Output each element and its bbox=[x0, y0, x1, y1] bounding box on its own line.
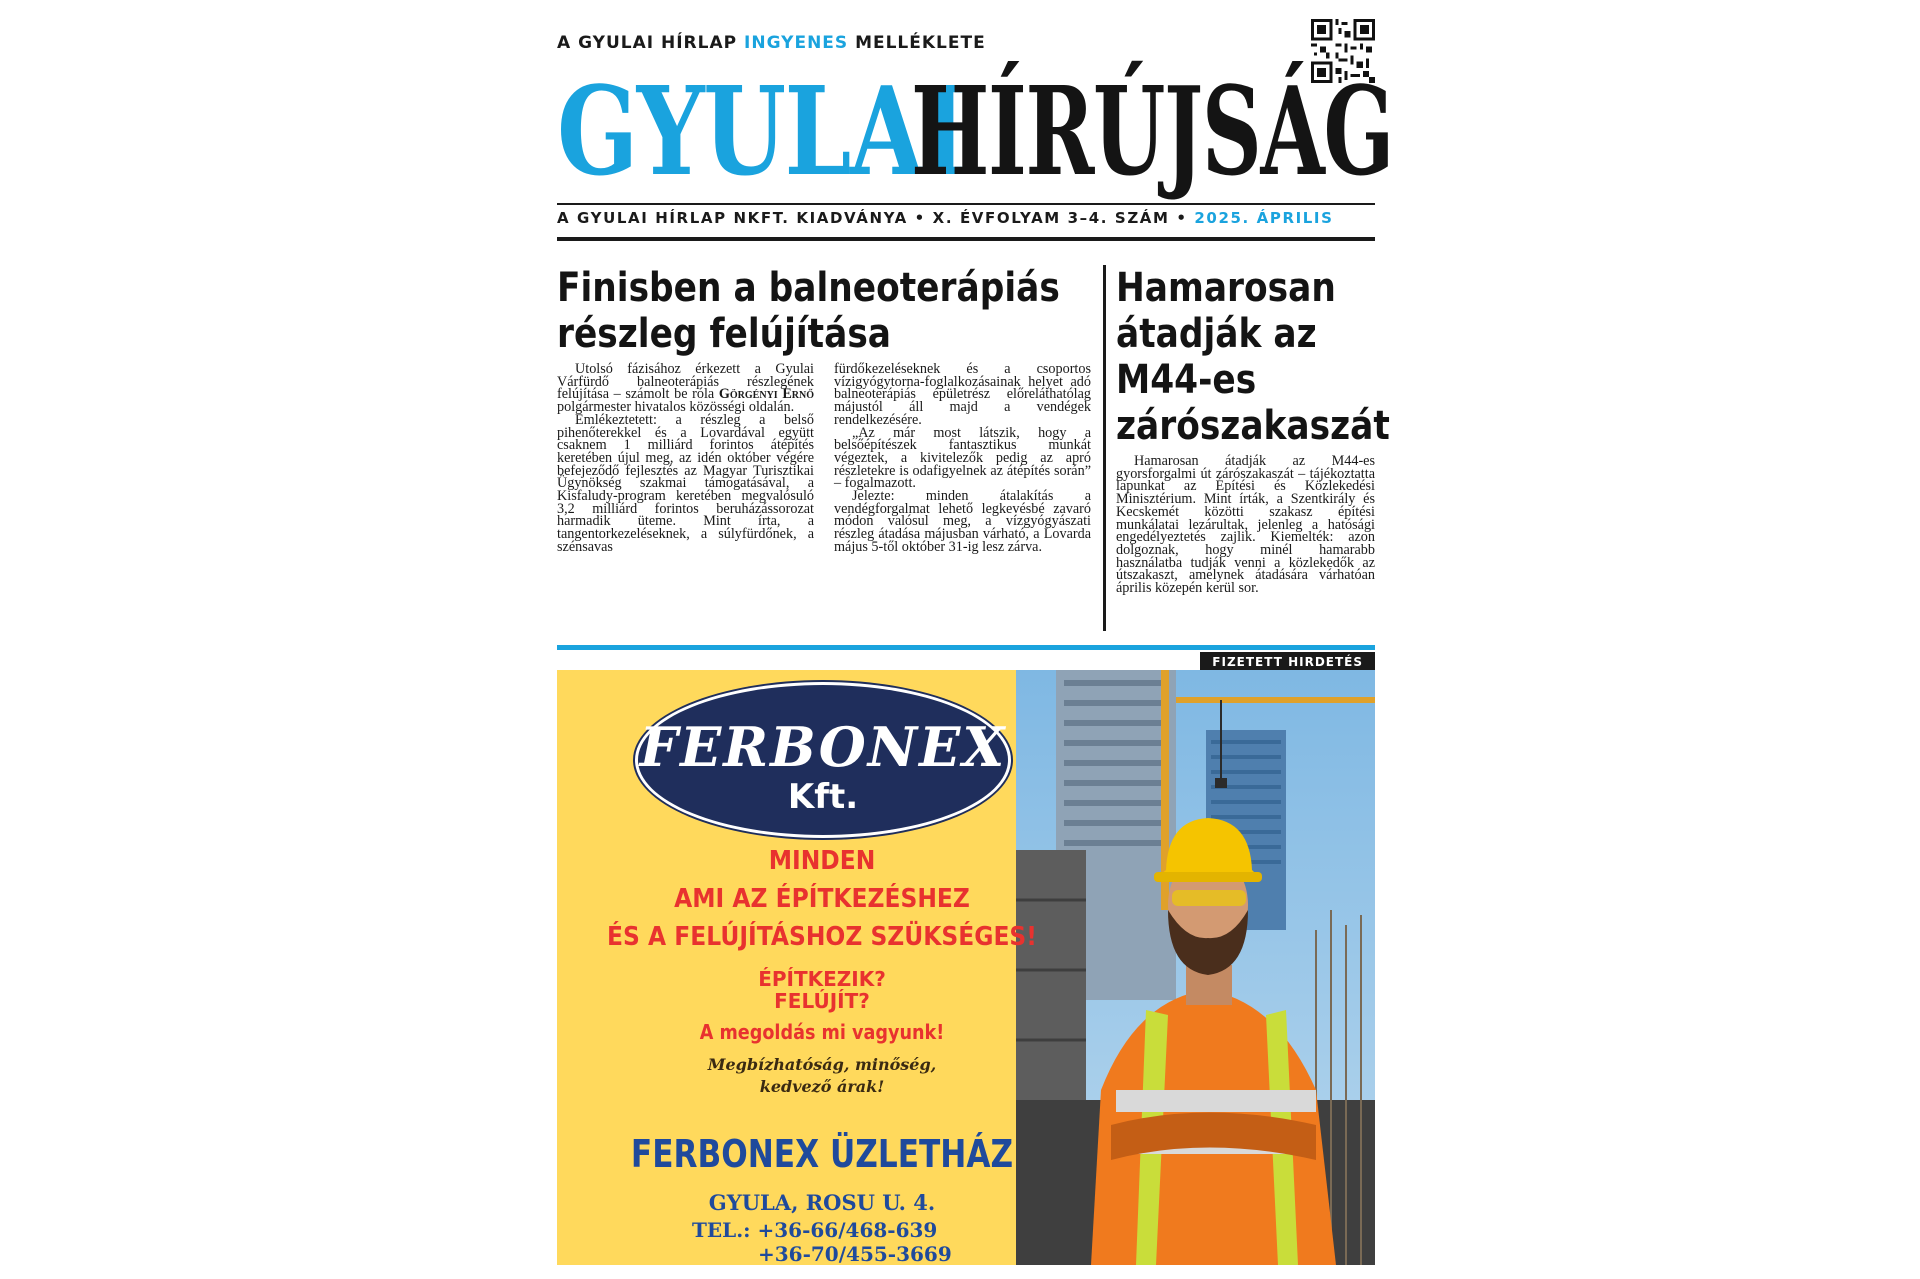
main-article-body bbox=[557, 363, 1092, 554]
ad-questions bbox=[557, 968, 1087, 1012]
masthead-logo bbox=[557, 59, 1393, 215]
question-line: FELÚJÍT? bbox=[774, 989, 870, 1013]
headline-line: zárószakaszát bbox=[1116, 403, 1390, 449]
masthead-rule-bottom bbox=[557, 237, 1375, 241]
ad-solution: A megoldás mi vagyunk! bbox=[699, 1020, 945, 1044]
main-article bbox=[557, 265, 1092, 555]
mayor-name: Görgényi Ernő bbox=[718, 386, 814, 403]
headline-line: Hamarosan bbox=[1116, 265, 1336, 311]
paragraph bbox=[557, 363, 814, 414]
masthead-rule-top bbox=[557, 203, 1375, 205]
issue-info-line bbox=[557, 209, 1375, 227]
side-article-body bbox=[1116, 455, 1375, 595]
ad-slogan bbox=[584, 842, 1061, 956]
supplement-kicker bbox=[557, 33, 986, 53]
store-phones bbox=[692, 1218, 952, 1265]
headline-line: M44-es bbox=[1116, 357, 1257, 403]
newspaper-page bbox=[557, 15, 1393, 1265]
ferbonex-advertisement[interactable] bbox=[557, 670, 1375, 1265]
article-column-1 bbox=[557, 363, 814, 554]
kicker-pre: A GYULAI HÍRLAP bbox=[557, 33, 745, 53]
paragraph: Hamarosan átadják az M44-es gyorsforgalmi út zárószakaszát – tájékoztatta lapunkat az Építési és Közlekedési Minisztérium. Mint írták, a Szentkirály és Kecskemét közötti szakasz építési munkálatai lezárultak, jelenleg a hatósági engedélyeztetés zajlik. Kiemelték: azon dolgoznak, hogy minél hamarabb használatba tudják venni a közlekedők az útszakaszt, amelynek átadására várhatóan április közepén kerül sor. bbox=[1116, 453, 1375, 597]
paid-ad-label: FIZETETT HIRDETÉS bbox=[1200, 652, 1375, 672]
ad-tagline bbox=[557, 1054, 1087, 1098]
kicker-post: MELLÉKLETE bbox=[848, 33, 986, 53]
article-column-2 bbox=[834, 363, 1091, 554]
headline-line: Finisben a balneoterápiás bbox=[557, 265, 1060, 311]
paragraph-text: Utolsó fázisához érkezett a Gyulai Várfürdő balneoterápiás részlegének felújítása – számolt be róla bbox=[557, 361, 814, 403]
kicker-accent: INGYENES bbox=[744, 33, 849, 53]
question-line: ÉPÍTKEZIK? bbox=[758, 967, 886, 991]
paragraph: „Az már most látszik, hogy a belsőépítészek fantasztikus munkát végeztek, a kivitelezők pedig az apró részletekre is odafigyelnek az átépítés során” – fogalmazott. bbox=[834, 424, 1091, 492]
paragraph: fürdőkezeléseknek és a csoportos vízigyógytorna-foglalkozásainak helyet adó balneoterápiás épületrész előreláthatólag májustól áll majd a vendégek rendelkezésére. bbox=[834, 361, 1091, 428]
ferbonex-logo bbox=[635, 682, 1011, 838]
tagline-line: Megbízhatóság, minőség, bbox=[707, 1055, 937, 1074]
tagline-line: kedvező árak! bbox=[759, 1077, 885, 1096]
issue-info: A GYULAI HÍRLAP NKFT. KIADVÁNYA • X. ÉVFOLYAM 3–4. SZÁM • bbox=[557, 209, 1195, 227]
side-article-headline[interactable] bbox=[1116, 265, 1390, 449]
slogan-line: AMI AZ ÉPÍTKEZÉSHEZ bbox=[674, 884, 970, 914]
masthead-gyulai: GYULAI bbox=[557, 59, 966, 203]
store-address: GYULA, ROSU U. 4. bbox=[708, 1190, 936, 1215]
phone-number[interactable]: +36-70/455-3669 bbox=[758, 1242, 952, 1265]
headline-line: átadják az bbox=[1116, 311, 1317, 357]
masthead-hirujsag: HÍRÚJSÁG bbox=[911, 59, 1393, 203]
paragraph-text: polgármester hivatalos közösségi oldalán. bbox=[557, 399, 795, 416]
logo-wordmark: FERBONEX bbox=[639, 715, 1007, 779]
slogan-line: MINDEN bbox=[768, 846, 876, 876]
column-divider bbox=[1103, 265, 1106, 631]
section-divider bbox=[557, 645, 1375, 650]
store-name: FERBONEX ÜZLETHÁZ bbox=[630, 1132, 1014, 1176]
issue-date: 2025. ÁPRILIS bbox=[1194, 209, 1334, 227]
paragraph: Jelezte: minden átalakítás a vendégforgalmat lehető legkevésbé zavaró módon valósul meg, a vízgyógyászati részleg átadása májusban várható, a Lovarda május 5-től október 31-ig lesz zárva. bbox=[834, 488, 1091, 555]
phone-number[interactable]: TEL.: +36-66/468-639 bbox=[692, 1218, 938, 1242]
side-article bbox=[1116, 265, 1390, 597]
slogan-line: ÉS A FELÚJÍTÁSHOZ SZÜKSÉGES! bbox=[607, 922, 1037, 952]
headline-line: részleg felújítása bbox=[557, 311, 892, 357]
main-article-headline[interactable] bbox=[557, 265, 1060, 357]
paragraph: Emlékeztetett: a részleg a belső pihenőterekkel és a Lovardával együtt csaknem 1 milliárd forintos átépítés keretében újul meg, az idén október végére befejeződő fejlesztés az Magyar Turisztikai Ügynökség szakmai támogatásával, a Kisfaludy-program keretében megvalósuló 3,2 milliárd forintos beruházássorozat harmadik üteme. Mint írta, a tangentorkezeléseknek, a súlyfürdőnek, a szénsavas bbox=[557, 411, 814, 555]
logo-subtitle: Kft. bbox=[787, 777, 859, 817]
